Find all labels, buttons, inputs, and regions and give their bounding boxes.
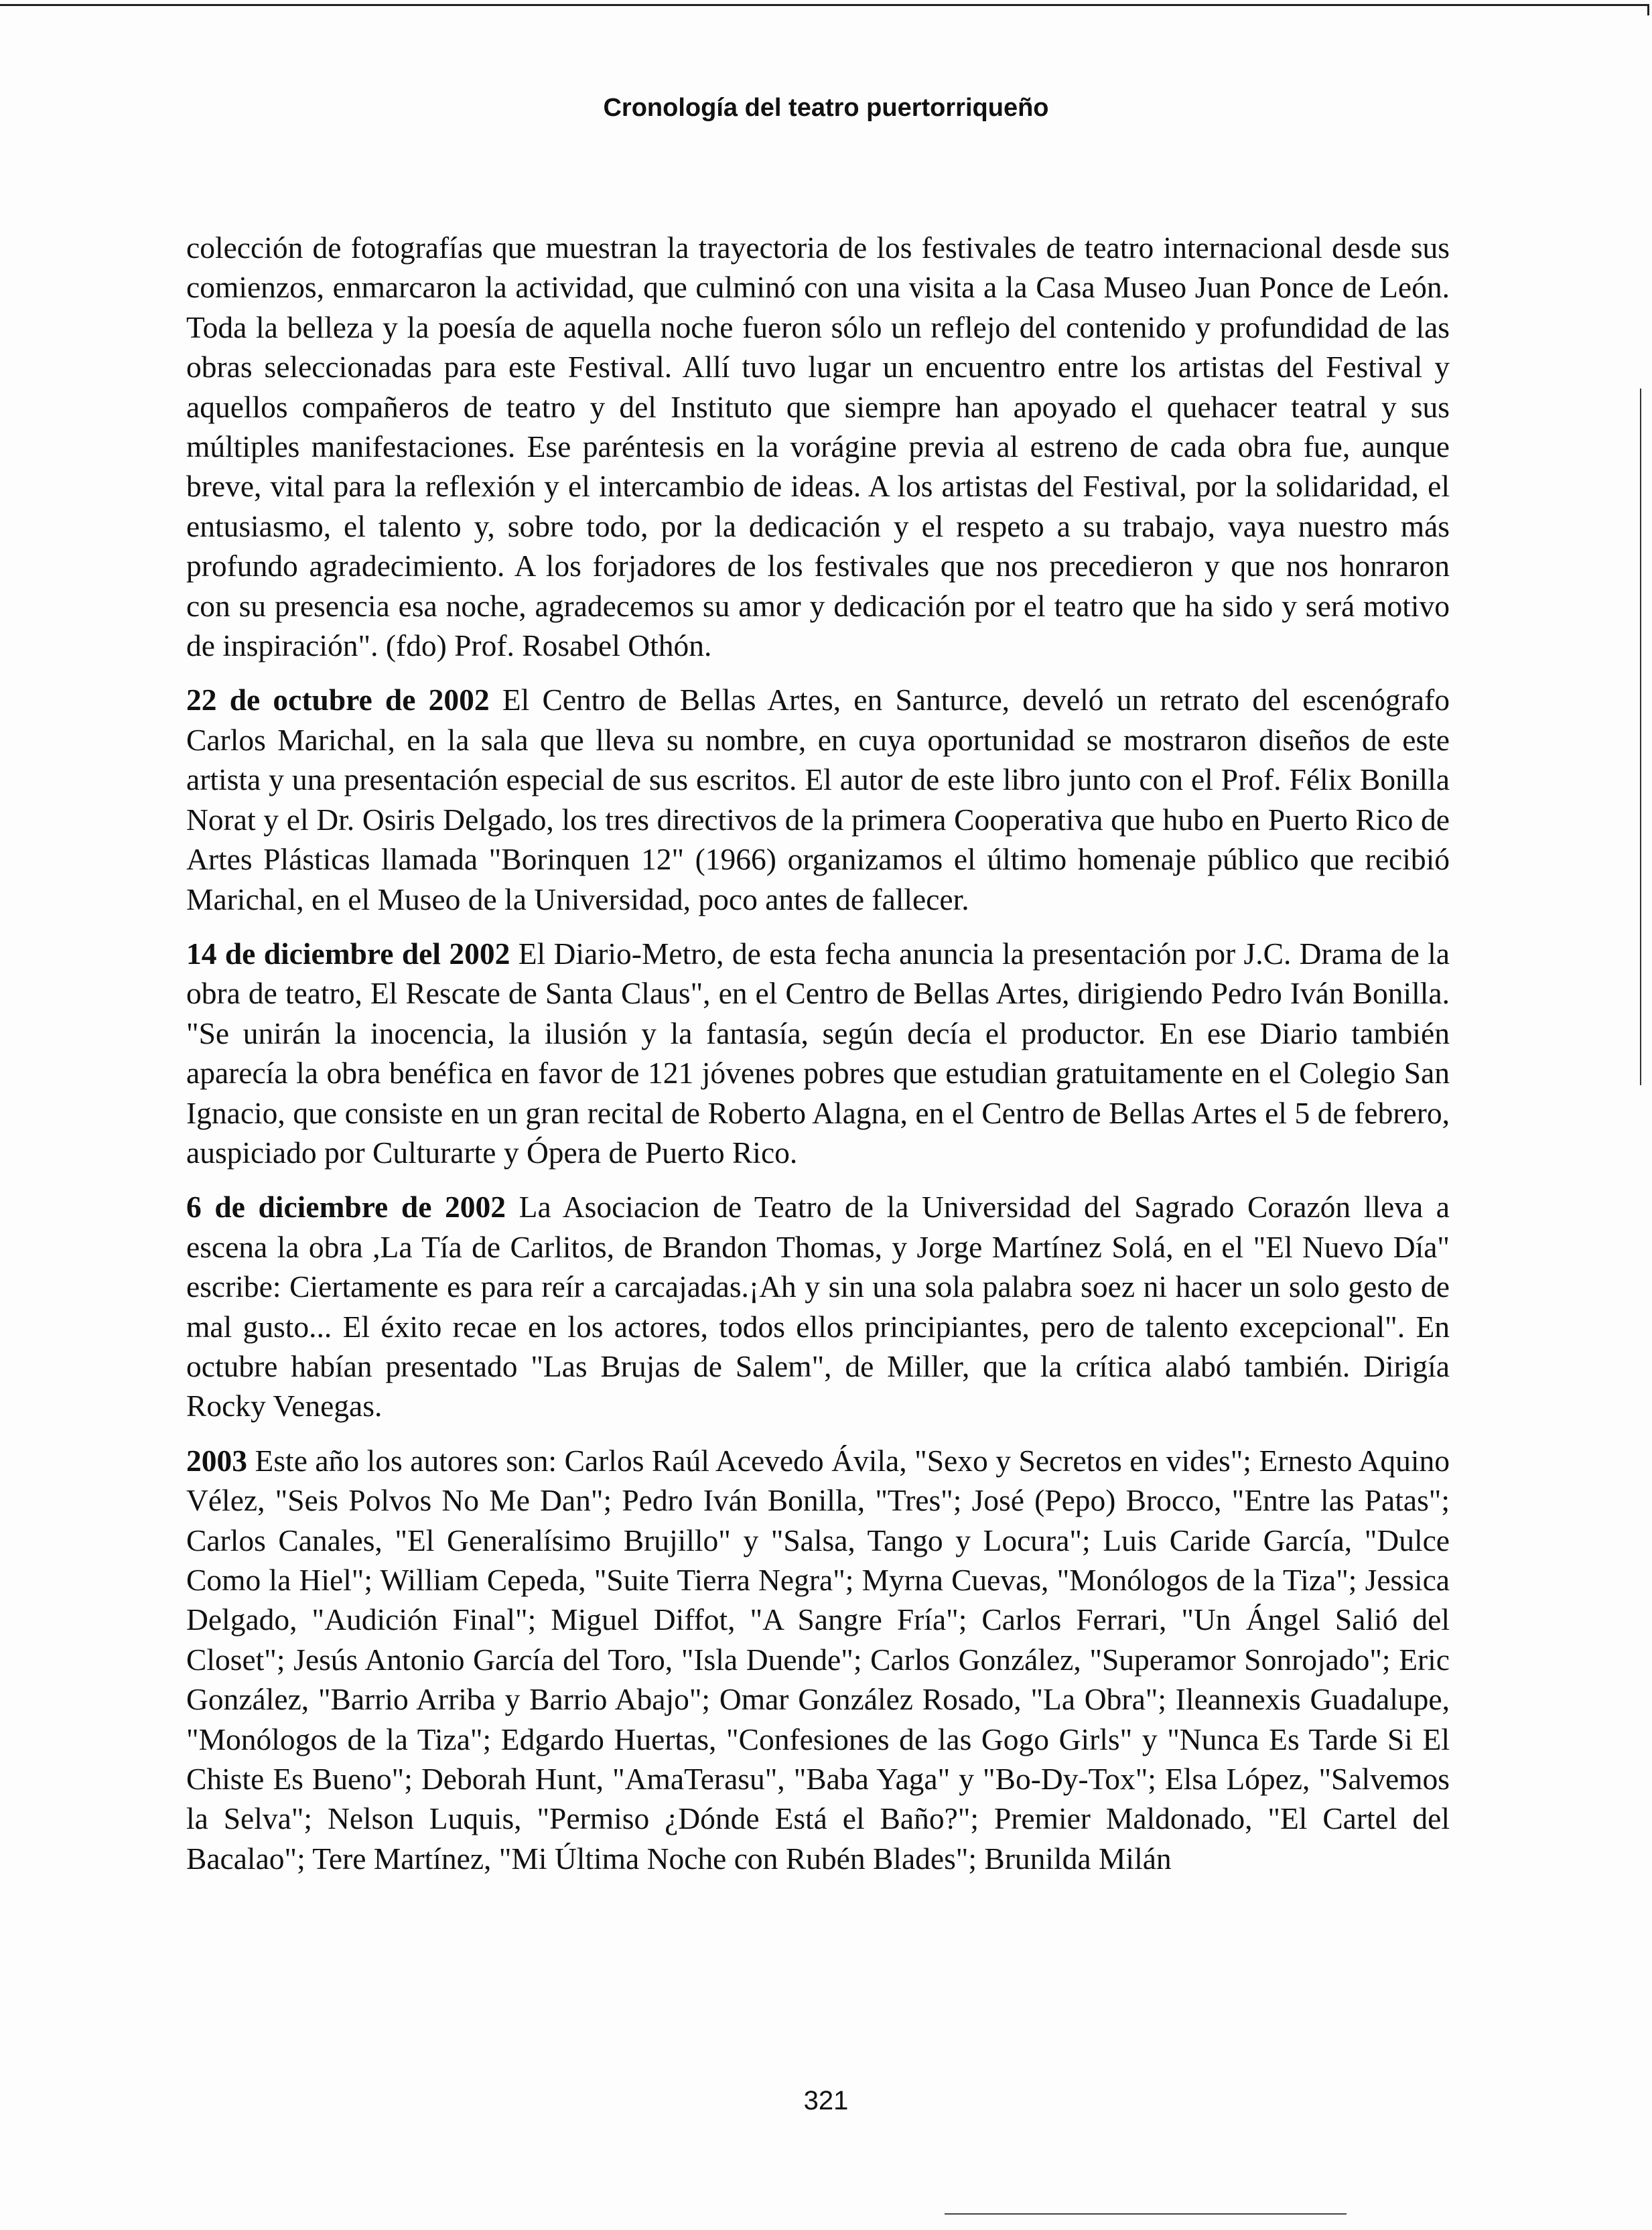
entry-text: La Asociacion de Teatro de la Universidad del Sagrado Corazón lleva a escena la obra ,La Tía de Carlitos, de Brandon Thomas, y Jorge Martínez Solá, en el "El Nuevo Día" escribe: Ciertamente es para reír a carcajadas.¡Ah y sin una sola palabra soez ni hacer un solo gesto de mal gusto... El éxito recae en los actores, todos ellos principiantes, pero de talento excepcional". En octubre habían presentado "Las Brujas de Salem", de Miller, que la crítica alabó también. Dirigía Rocky Venegas. [186,1190,1450,1423]
page-number: 321 [803,2086,849,2115]
entry-date: 2003 [186,1443,247,1478]
paragraph-text: colección de fotografías que muestran la trayectoria de los festivales de teatro internacional desde sus comienzos, enmarcaron la actividad, que culminó con una visita a la Casa Museo Juan Ponce de León. Toda la belleza y la poesía de aquella noche fueron sólo un reflejo del contenido y profundidad de las obras seleccionadas para este Festival. Allí tuvo lugar un encuentro entre los artistas del Festival y aquellos compañeros de teatro y del Instituto que siempre han apoyado el quehacer teatral y sus múltiples manifestaciones. Ese paréntesis en la vorágine previa al estreno de cada obra fue, aunque breve, vital para la reflexión y el intercambio de ideas. A los artistas del Festival, por la solidaridad, el entusiasmo, el talento y, sobre todo, por la dedicación y el respeto a su trabajo, vaya nuestro más profundo agradecimiento. A los forjadores de los festivales que nos precedieron y que nos honraron con su presencia esa noche, agradecemos su amor y dedicación por el teatro que ha sido y será motivo de inspiración". (fdo) Prof. Rosabel Othón. [186,230,1450,663]
entry-date: 6 de diciembre de 2002 [186,1190,506,1225]
body-text [186,228,1450,1893]
chronology-entry [186,680,1450,918]
entry-date: 22 de octubre de 2002 [186,683,490,717]
entry-text: El Diario-Metro, de esta fecha anuncia la presentación por J.C. Drama de la obra de teatro, El Rescate de Santa Claus", en el Centro de Bellas Artes, dirigiendo Pedro Iván Bonilla. "Se unirán la inocencia, la ilusión y la fantasía, según decía el productor. En ese Diario también aparecía la obra benéfica en favor de 121 jóvenes pobres que estudian gratuitamente en el Colegio San Ignacio, que consiste en un gran recital de Roberto Alagna, en el Centro de Bellas Artes el 5 de febrero, auspiciado por Culturarte y Ópera de Puerto Rico. [186,936,1450,1170]
scan-top-rule [0,4,1643,6]
paragraph-continuation [186,228,1450,665]
chronology-entry [186,1441,1450,1878]
scan-bottom-rule [945,2213,1347,2215]
chronology-entry [186,1187,1450,1425]
entry-date: 14 de diciembre del 2002 [186,936,510,971]
entry-text: Este año los autores son: Carlos Raúl Acevedo Ávila, "Sexo y Secretos en vides"; Ernesto Aquino Vélez, "Seis Polvos No Me Dan"; Pedro Iván Bonilla, "Tres"; José (Pepo) Brocco, "Entre las Patas"; Carlos Canales, "El Generalísimo Brujillo" y "Salsa, Tango y Locura"; Luis Caride García, "Dulce Como la Hiel"; William Cepeda, "Suite Tierra Negra"; Myrna Cuevas, "Monólogos de la Tiza"; Jessica Delgado, "Audición Final"; Miguel Diffot, "A Sangre Fría"; Carlos Ferrari, "Un Ángel Salió del Closet"; Jesús Antonio García del Toro, "Isla Duende"; Carlos González, "Superamor Sonrojado"; Eric González, "Barrio Arriba y Barrio Abajo"; Omar González Rosado, "La Obra"; Ileannexis Guadalupe, "Monólogos de la Tiza"; Edgardo Huertas, "Confesiones de las Gogo Girls" y "Nunca Es Tarde Si El Chiste Es Bueno"; Deborah Hunt, "AmaTerasu", "Baba Yaga" y "Bo-Dy-Tox"; Elsa López, "Salvemos la Selva"; Nelson Luquis, "Permiso ¿Dónde Está el Baño?"; Premier Maldonado, "El Cartel del Bacalao"; Tere Martínez, "Mi Última Noche con Rubén Blades"; Brunilda Milán [186,1443,1450,1876]
chronology-entry [186,934,1450,1172]
scan-top-corner [1641,4,1649,15]
running-title: Cronología del teatro puertorriqueño [603,94,1049,122]
scan-side-mark [1640,389,1641,1085]
entry-text: El Centro de Bellas Artes, en Santurce, develó un retrato del escenógrafo Carlos Marichal, en la sala que lleva su nombre, en cuya oportunidad se mostraron diseños de este artista y una presentación especial de sus escritos. El autor de este libro junto con el Prof. Félix Bonilla Norat y el Dr. Osiris Delgado, los tres directivos de la primera Cooperativa que hubo en Puerto Rico de Artes Plásticas llamada "Borinquen 12" (1966) organizamos el último homenaje público que recibió Marichal, en el Museo de la Universidad, poco antes de fallecer. [186,683,1450,916]
